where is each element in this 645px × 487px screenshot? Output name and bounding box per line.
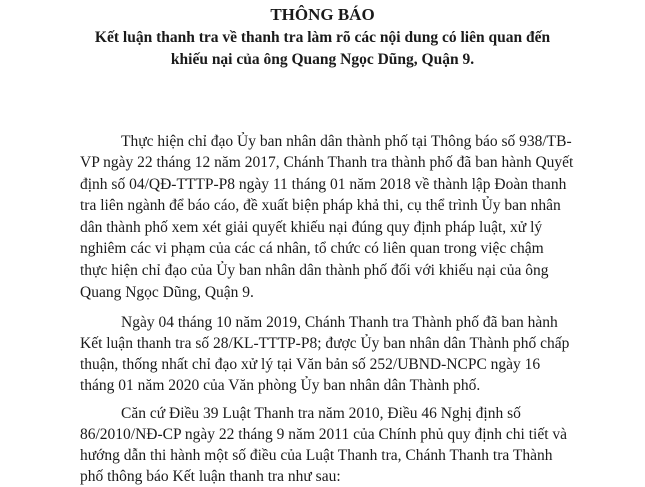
document-subtitle-line: khiếu nại của ông Quang Ngọc Dũng, Quận 9. (170, 51, 475, 68)
paragraph-2-line: tháng 01 năm 2020 của Văn phòng Ủy ban nhân dân Thành phố. (80, 377, 481, 394)
paragraph-1-line: Quang Ngọc Dũng, Quận 9. (80, 284, 254, 301)
paragraph-3-line: hướng dẫn thi hành một số điều của Luật Thanh tra, Chánh Thanh tra Thành (80, 447, 553, 464)
paragraph-1-line: dân thành phố xem xét giải quyết khiếu nại đúng quy định pháp luật, xử lý (80, 219, 543, 236)
document-title: THÔNG BÁO (270, 5, 375, 24)
paragraph-1-line: Thực hiện chỉ đạo Ủy ban nhân dân thành phố tại Thông báo số 938/TB- (121, 133, 572, 150)
paragraph-1-line: thực hiện chỉ đạo của Ủy ban nhân dân thành phố đối với khiếu nại của ông (80, 262, 549, 279)
paragraph-2-line: thuận, thống nhất chỉ đạo xử lý tại Văn bản số 252/UBND-NCPC ngày 16 (80, 356, 541, 373)
paragraph-1-line: định số 04/QĐ-TTTP-P8 ngày 11 tháng 01 năm 2018 về thành lập Đoàn thanh (80, 176, 567, 193)
paragraph-3-line: 86/2010/NĐ-CP ngày 22 tháng 9 năm 2011 của Chính phủ quy định chi tiết và (80, 426, 568, 443)
paragraph-1-line: VP ngày 22 tháng 12 năm 2017, Chánh Thanh tra thành phố đã ban hành Quyết (80, 154, 574, 171)
paragraph-1-line: nghiêm các vi phạm của các cá nhân, tổ chức có liên quan trong việc chậm (80, 240, 544, 257)
document-subtitle-line: Kết luận thanh tra về thanh tra làm rõ các nội dung có liên quan đến (94, 29, 551, 46)
paragraph-2-line: Kết luận thanh tra số 28/KL-TTTP-P8; được Ủy ban nhân dân Thành phố chấp (80, 335, 570, 352)
paragraph-3-line: Căn cứ Điều 39 Luật Thanh tra năm 2010, Điều 46 Nghị định số (121, 405, 521, 422)
paragraph-3-line: phố thông báo Kết luận thanh tra như sau: (80, 468, 341, 485)
paragraph-2-line: Ngày 04 tháng 10 năm 2019, Chánh Thanh tra Thành phố đã ban hành (121, 314, 558, 331)
paragraph-1-line: tra liên ngành để báo cáo, đề xuất biện pháp khả thi, cụ thể trình Ủy ban nhân (80, 197, 561, 214)
